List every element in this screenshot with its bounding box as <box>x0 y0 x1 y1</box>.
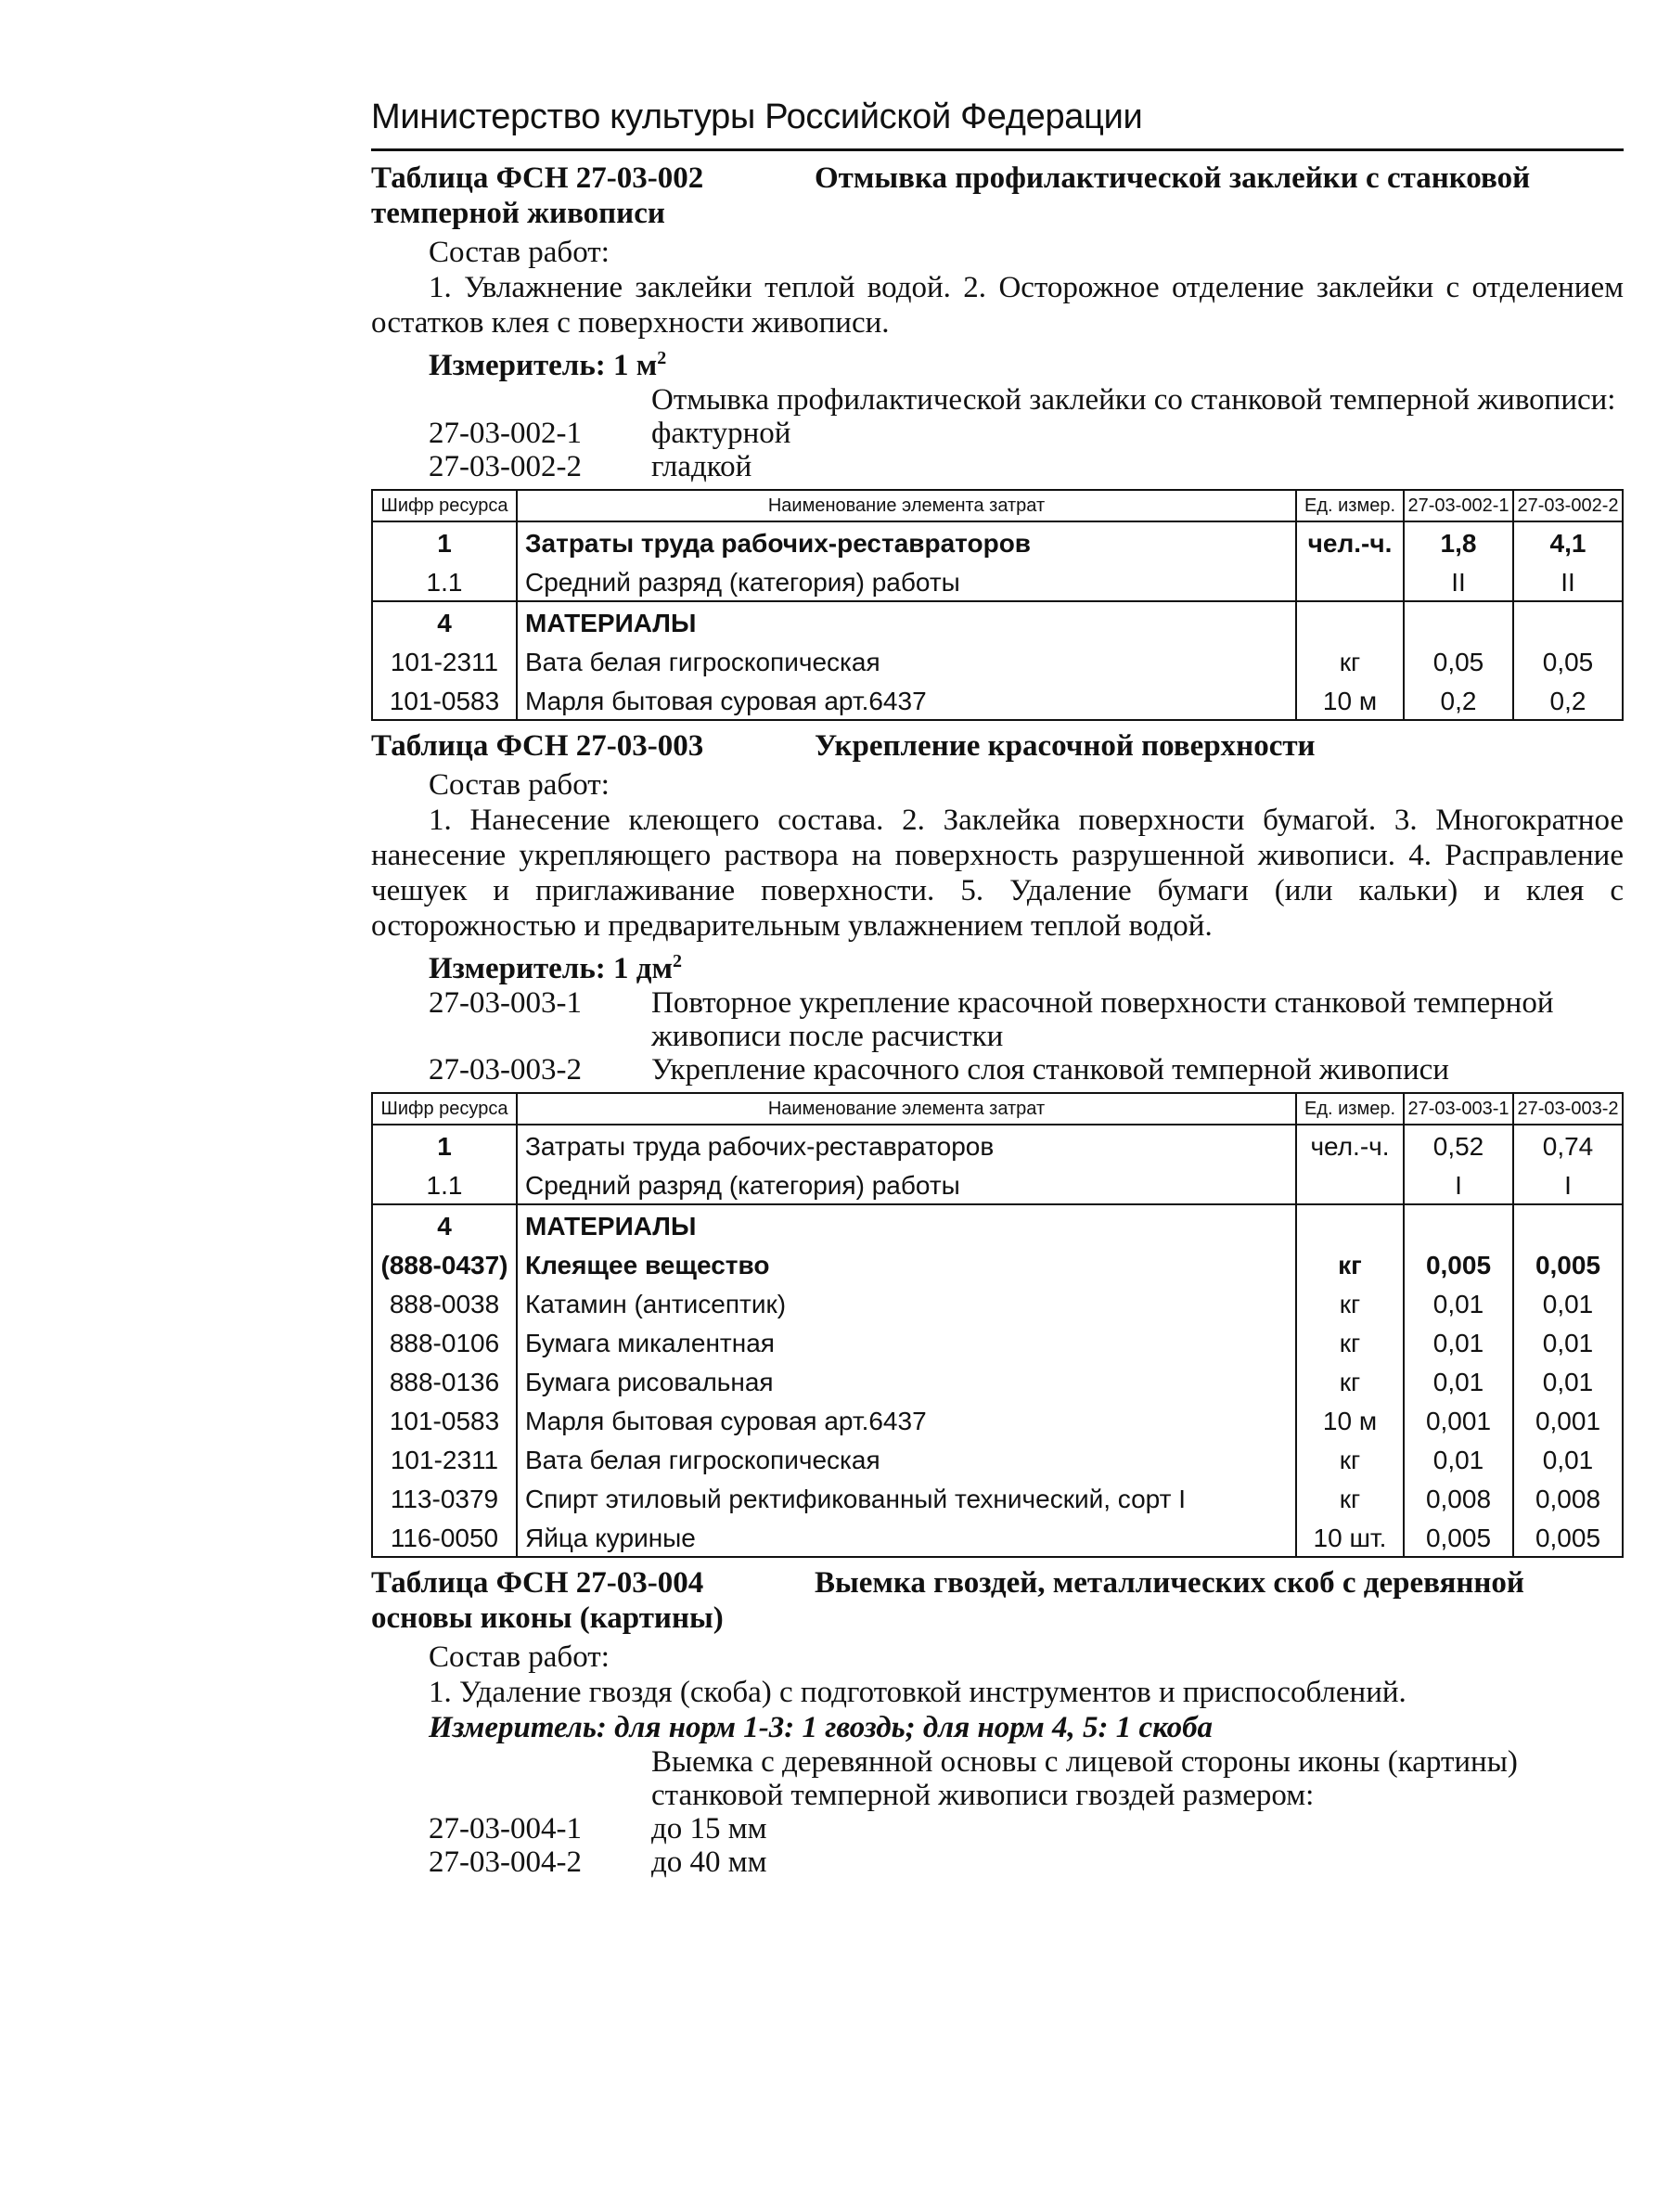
norm-text: до 40 мм <box>651 1845 767 1879</box>
norm-2-value: 0,05 <box>1513 641 1623 680</box>
norm-1-value: I <box>1404 1164 1513 1204</box>
norm-text: Повторное укрепление красочной поверхности станковой темперной живописи после расчистки <box>651 986 1554 1053</box>
table-row <box>372 1244 1623 1283</box>
table-row <box>372 1322 1623 1361</box>
element-name-cell: МАТЕРИАЛЫ <box>517 601 1296 641</box>
norm-text: фактурной <box>651 417 791 450</box>
table-003-title: Укрепление красочной поверхности <box>815 729 1316 763</box>
unit-cell: кг <box>1296 1478 1404 1517</box>
col-norm-2: 27-03-003-2 <box>1513 1093 1623 1125</box>
element-name-cell: Вата белая гигроскопическая <box>517 641 1296 680</box>
col-element-name: Наименование элемента затрат <box>517 1093 1296 1125</box>
norm-2-value: 0,01 <box>1513 1361 1623 1400</box>
element-name-cell: Катамин (антисептик) <box>517 1283 1296 1322</box>
unit-cell: кг <box>1296 641 1404 680</box>
element-name-cell: Яйца куриные <box>517 1517 1296 1557</box>
unit-cell <box>1296 561 1404 601</box>
resource-code-cell: 113-0379 <box>372 1478 517 1517</box>
norm-1-value <box>1404 1204 1513 1244</box>
element-name-cell: Затраты труда рабочих-реставраторов <box>517 521 1296 561</box>
element-name-cell: Средний разряд (категория) работы <box>517 1164 1296 1204</box>
resource-code-cell: 4 <box>372 1204 517 1244</box>
unit-cell: кг <box>1296 1322 1404 1361</box>
element-name-cell: Средний разряд (категория) работы <box>517 561 1296 601</box>
norm-2-value: 4,1 <box>1513 521 1623 561</box>
table-003-work-label: Состав работ: <box>429 768 610 802</box>
element-name-cell: Марля бытовая суровая арт.6437 <box>517 1400 1296 1439</box>
table-002-work-label: Состав работ: <box>429 236 610 269</box>
norm-2-value: 0,74 <box>1513 1125 1623 1164</box>
norm-text: до 15 мм <box>651 1812 767 1845</box>
norm-code: 27-03-004-2 <box>429 1845 582 1879</box>
unit-cell: кг <box>1296 1361 1404 1400</box>
table-002-norms <box>371 417 1624 483</box>
resource-code-cell: 101-0583 <box>372 680 517 720</box>
table-004-norms <box>371 1812 1624 1879</box>
table-row <box>372 1439 1623 1478</box>
table-003-measure-sup: 2 <box>672 951 682 971</box>
table-004-work-text: 1. Удаление гвоздя (скоба) с подготовкой инструментов и приспособлений. <box>429 1676 1407 1709</box>
norm-item <box>371 1053 1624 1087</box>
norm-2-value: 0,005 <box>1513 1244 1623 1283</box>
norm-2-value: 0,001 <box>1513 1400 1623 1439</box>
norm-code: 27-03-002-2 <box>429 450 582 483</box>
resource-code-cell: 888-0136 <box>372 1361 517 1400</box>
table-003-code: Таблица ФСН 27-03-003 <box>371 729 704 763</box>
unit-cell: кг <box>1296 1439 1404 1478</box>
table-row <box>372 641 1623 680</box>
norm-1-value: 0,005 <box>1404 1244 1513 1283</box>
running-title: Министерство культуры Российской Федерации <box>371 97 1143 136</box>
table-002-lead-text: Отмывка профилактической заклейки со станковой темперной живописи: <box>651 383 1616 417</box>
unit-cell <box>1296 601 1404 641</box>
element-name-cell: Клеящее вещество <box>517 1244 1296 1283</box>
norm-1-value <box>1404 601 1513 641</box>
norm-2-value: 0,005 <box>1513 1517 1623 1557</box>
element-name-cell: Бумага рисовальная <box>517 1361 1296 1400</box>
table-row <box>372 1125 1623 1164</box>
table-002-heading <box>371 161 1624 231</box>
element-name-cell: Спирт этиловый ректификованный технический, сорт I <box>517 1478 1296 1517</box>
norm-1-value: 0,05 <box>1404 641 1513 680</box>
unit-cell <box>1296 1164 1404 1204</box>
norm-2-value: II <box>1513 561 1623 601</box>
table-004-heading <box>371 1565 1624 1636</box>
table-003-header-row <box>372 1093 1623 1125</box>
resource-code-cell: 101-0583 <box>372 1400 517 1439</box>
resource-code-cell: 888-0106 <box>372 1322 517 1361</box>
norm-1-value: 0,001 <box>1404 1400 1513 1439</box>
col-norm-1: 27-03-002-1 <box>1404 490 1513 521</box>
table-002-header-row <box>372 490 1623 521</box>
table-003-heading <box>371 728 1624 764</box>
norm-item <box>371 1845 1624 1879</box>
table-row <box>372 680 1623 720</box>
unit-cell: кг <box>1296 1283 1404 1322</box>
header-rule <box>371 148 1624 151</box>
norm-1-value: 0,005 <box>1404 1517 1513 1557</box>
table-003-measure <box>371 944 1624 986</box>
table-row <box>372 1400 1623 1439</box>
table-002-resources <box>371 489 1624 721</box>
table-002-title: Отмывка профилактической заклейки с станковой темперной живописи <box>371 161 1531 230</box>
table-004-title: Выемка гвоздей, металлических скоб с деревянной основы иконы (картины) <box>371 1566 1524 1635</box>
norm-1-value: 0,2 <box>1404 680 1513 720</box>
unit-cell <box>1296 1204 1404 1244</box>
table-004-work-label: Состав работ: <box>429 1640 610 1674</box>
unit-cell: кг <box>1296 1244 1404 1283</box>
norm-code: 27-03-003-1 <box>429 986 582 1020</box>
resource-code-cell: 101-2311 <box>372 641 517 680</box>
table-row <box>372 1204 1623 1244</box>
unit-cell: 10 шт. <box>1296 1517 1404 1557</box>
table-row <box>372 521 1623 561</box>
resource-code-cell: (888-0437) <box>372 1244 517 1283</box>
table-004-measure: Измеритель: для норм 1-3: 1 гвоздь; для норм 4, 5: 1 скоба <box>429 1711 1214 1744</box>
norm-2-value <box>1513 1204 1623 1244</box>
norm-1-value: 0,008 <box>1404 1478 1513 1517</box>
table-003-resources <box>371 1092 1624 1558</box>
norm-text: гладкой <box>651 450 752 483</box>
table-003-measure-text: Измеритель: 1 дм <box>429 952 673 985</box>
col-resource-code: Шифр ресурса <box>372 1093 517 1125</box>
table-003-norms <box>371 986 1624 1087</box>
col-norm-2: 27-03-002-2 <box>1513 490 1623 521</box>
norm-2-value: 0,01 <box>1513 1439 1623 1478</box>
col-resource-code: Шифр ресурса <box>372 490 517 521</box>
table-002-work-text: 1. Увлажнение заклейки теплой водой. 2. Осторожное отделение заклейки с отделением остатков клея с поверхности живописи. <box>371 271 1624 340</box>
norm-item <box>371 450 1624 483</box>
norm-2-value <box>1513 601 1623 641</box>
element-name-cell: Бумага микалентная <box>517 1322 1296 1361</box>
resource-code-cell: 1.1 <box>372 1164 517 1204</box>
table-004-lead-text: Выемка с деревянной основы с лицевой стороны иконы (картины) станковой темперной живописи гвоздей размером: <box>651 1745 1518 1812</box>
table-row <box>372 1361 1623 1400</box>
norm-code: 27-03-004-1 <box>429 1812 582 1845</box>
unit-cell: чел.-ч. <box>1296 521 1404 561</box>
table-004-code: Таблица ФСН 27-03-004 <box>371 1566 704 1600</box>
element-name-cell: МАТЕРИАЛЫ <box>517 1204 1296 1244</box>
norm-item <box>371 986 1624 1053</box>
table-002-measure <box>371 341 1624 383</box>
table-row <box>372 601 1623 641</box>
element-name-cell: Вата белая гигроскопическая <box>517 1439 1296 1478</box>
table-row <box>372 1478 1623 1517</box>
norm-item <box>371 417 1624 450</box>
table-002-measure-sup: 2 <box>657 348 667 368</box>
col-norm-1: 27-03-003-1 <box>1404 1093 1513 1125</box>
norm-1-value: II <box>1404 561 1513 601</box>
table-002-body <box>372 521 1623 720</box>
table-003-work-text: 1. Нанесение клеющего состава. 2. Заклейка поверхности бумагой. 3. Многократное нанесение укрепляющего раствора на поверхность разрушенной живописи. 4. Расправление чешуек и приглаживание поверхности. 5. Удаление бумаги (или кальки) и клея с осторожностью и предварительным увлажнением теплой водой. <box>371 804 1624 943</box>
unit-cell: 10 м <box>1296 680 1404 720</box>
norm-1-value: 1,8 <box>1404 521 1513 561</box>
table-002-measure-text: Измеритель: 1 м <box>429 349 658 382</box>
resource-code-cell: 888-0038 <box>372 1283 517 1322</box>
norm-1-value: 0,01 <box>1404 1283 1513 1322</box>
norm-2-value: 0,01 <box>1513 1322 1623 1361</box>
norm-1-value: 0,01 <box>1404 1439 1513 1478</box>
norm-2-value: I <box>1513 1164 1623 1204</box>
resource-code-cell: 1 <box>372 521 517 561</box>
document-page <box>371 89 1624 1879</box>
norm-code: 27-03-003-2 <box>429 1053 582 1087</box>
col-unit: Ед. измер. <box>1296 1093 1404 1125</box>
table-row <box>372 561 1623 601</box>
norm-1-value: 0,01 <box>1404 1361 1513 1400</box>
table-row <box>372 1164 1623 1204</box>
table-row <box>372 1283 1623 1322</box>
col-element-name: Наименование элемента затрат <box>517 490 1296 521</box>
table-003-body <box>372 1125 1623 1557</box>
norm-text: Укрепление красочного слоя станковой темперной живописи <box>651 1053 1449 1087</box>
norm-2-value: 0,2 <box>1513 680 1623 720</box>
resource-code-cell: 116-0050 <box>372 1517 517 1557</box>
resource-code-cell: 4 <box>372 601 517 641</box>
norm-2-value: 0,01 <box>1513 1283 1623 1322</box>
element-name-cell: Марля бытовая суровая арт.6437 <box>517 680 1296 720</box>
unit-cell: 10 м <box>1296 1400 1404 1439</box>
norm-2-value: 0,008 <box>1513 1478 1623 1517</box>
resource-code-cell: 101-2311 <box>372 1439 517 1478</box>
table-row <box>372 1517 1623 1557</box>
norm-1-value: 0,52 <box>1404 1125 1513 1164</box>
unit-cell: чел.-ч. <box>1296 1125 1404 1164</box>
resource-code-cell: 1 <box>372 1125 517 1164</box>
norm-item <box>371 1812 1624 1845</box>
table-002-lead <box>371 383 1624 417</box>
table-002-code: Таблица ФСН 27-03-002 <box>371 161 704 195</box>
col-unit: Ед. измер. <box>1296 490 1404 521</box>
norm-code: 27-03-002-1 <box>429 417 582 450</box>
norm-1-value: 0,01 <box>1404 1322 1513 1361</box>
table-004-lead <box>371 1745 1624 1812</box>
element-name-cell: Затраты труда рабочих-реставраторов <box>517 1125 1296 1164</box>
resource-code-cell: 1.1 <box>372 561 517 601</box>
